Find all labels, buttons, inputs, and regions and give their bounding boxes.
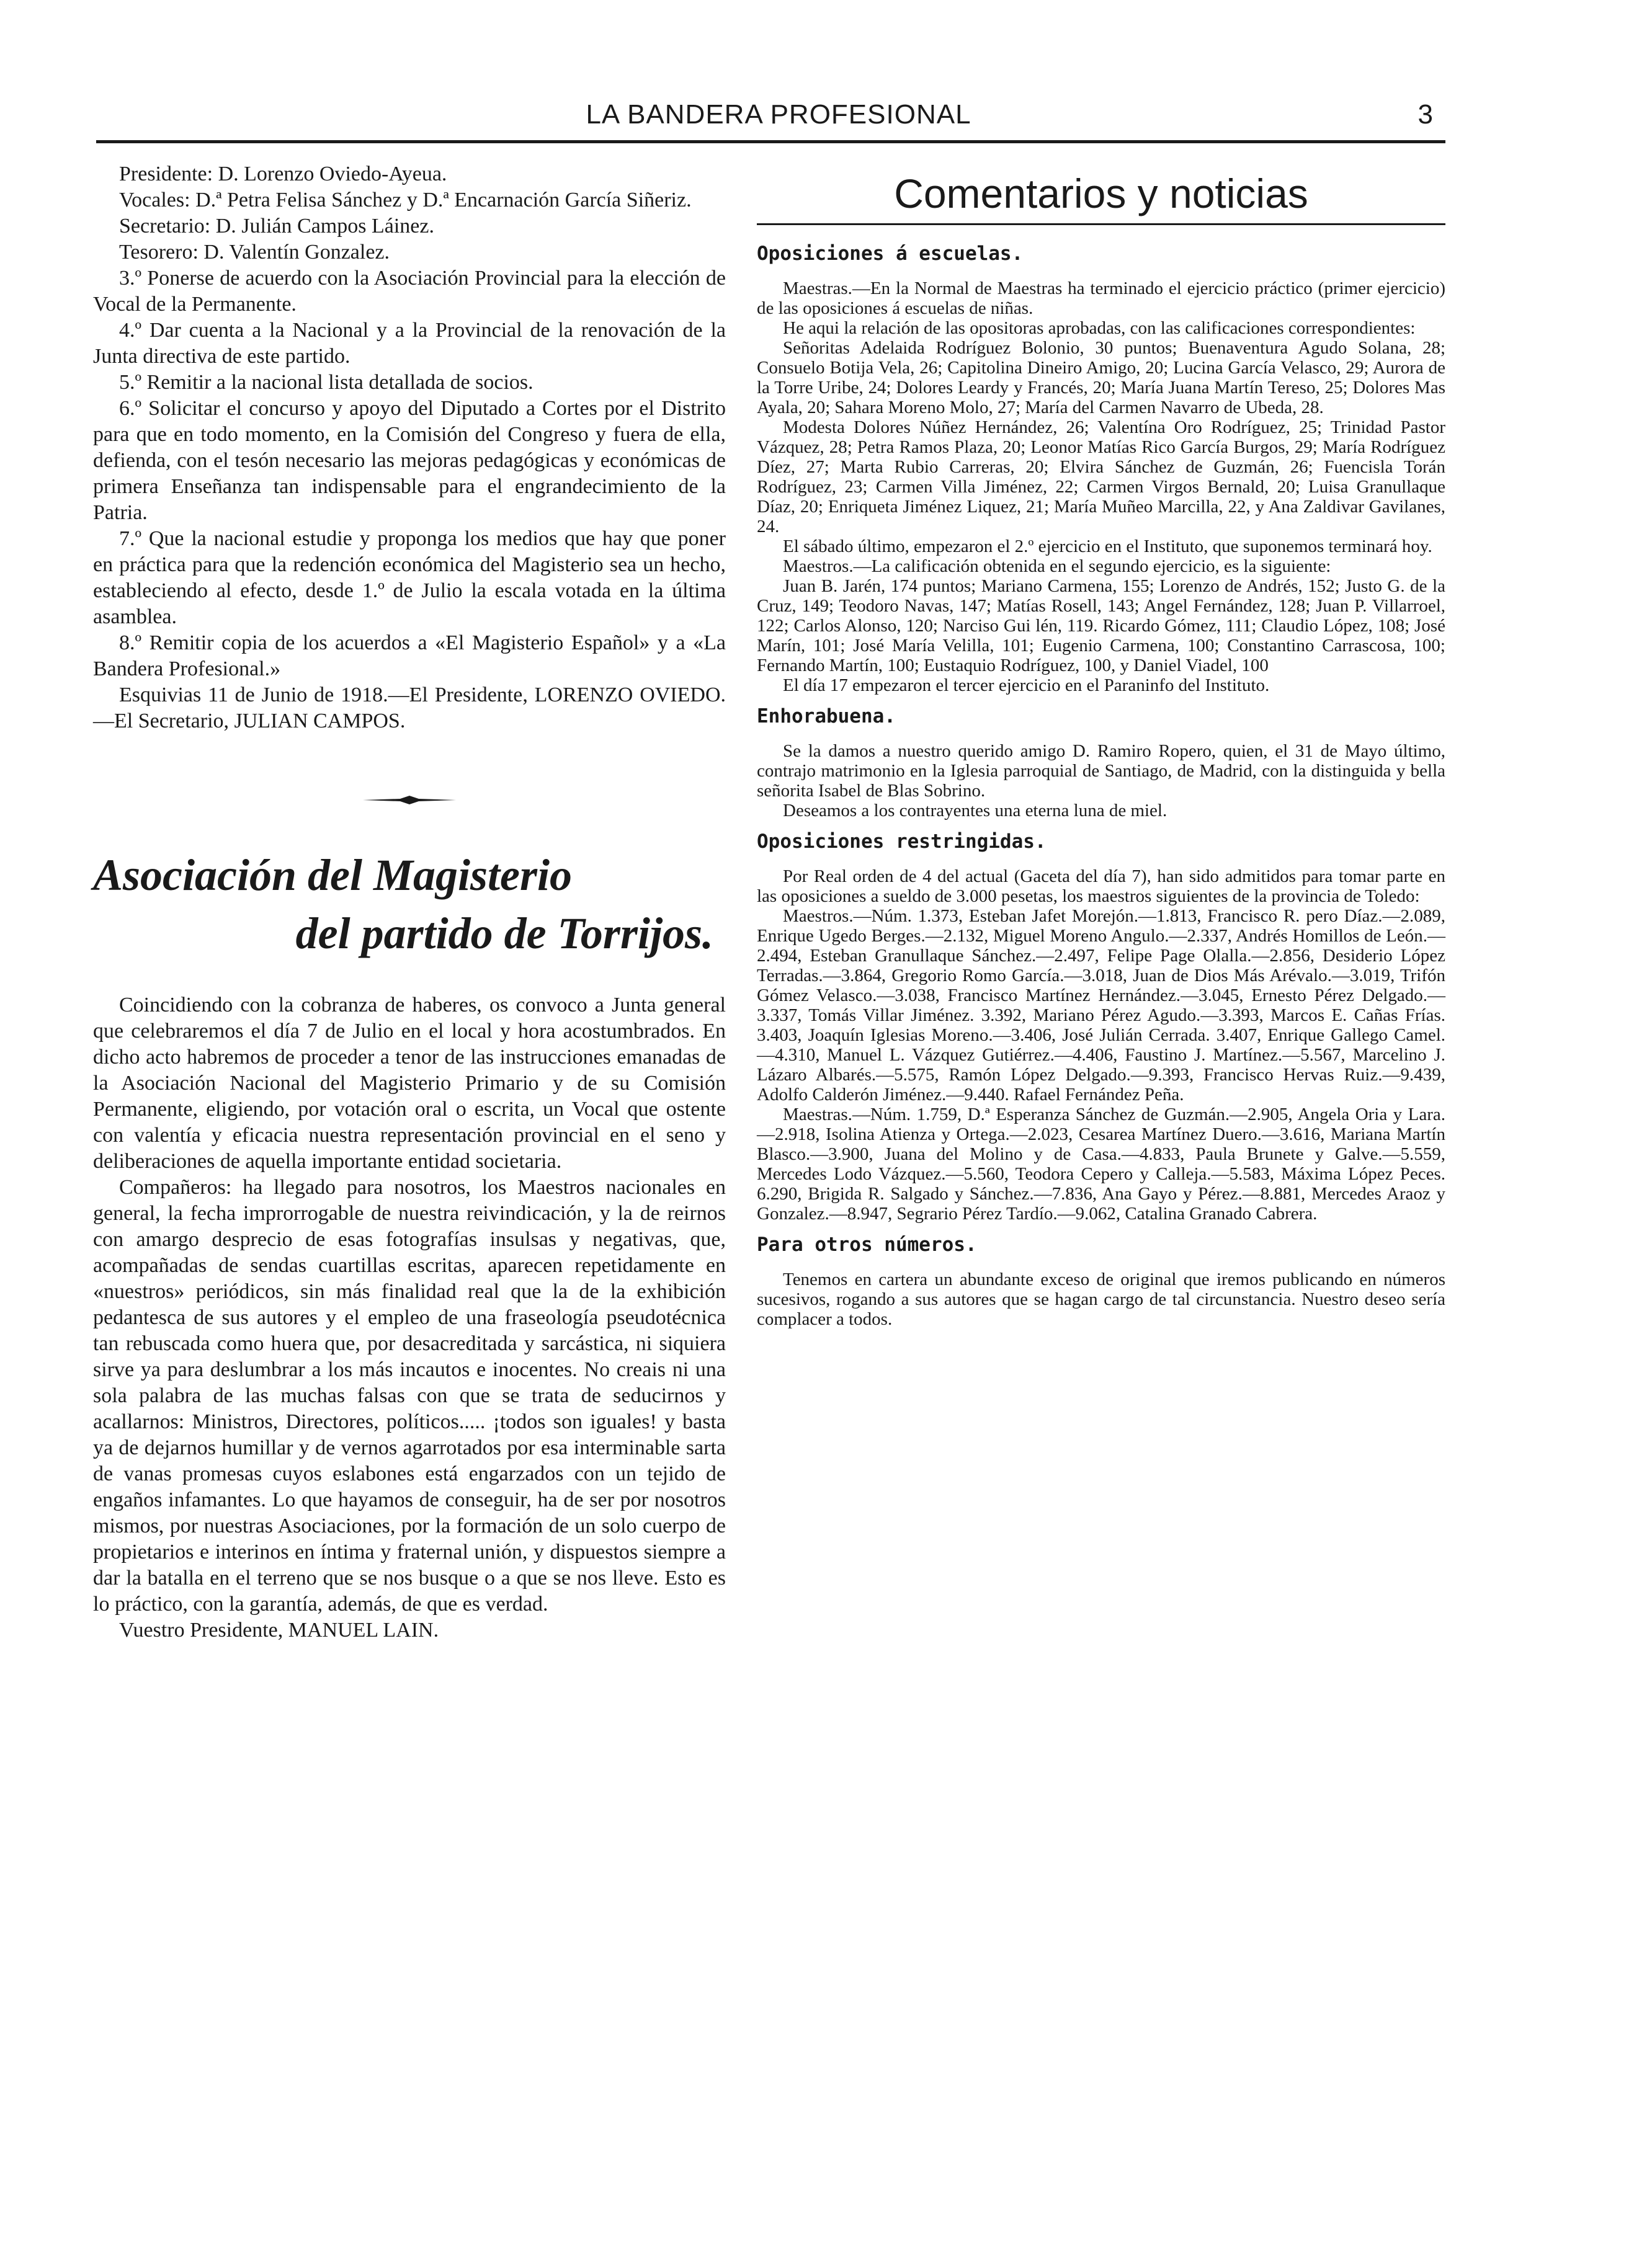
news-paragraph: Maestras.—En la Normal de Maestras ha terminado el ejercicio práctico (primer ejercicio) de las oposiciones á escuelas de niñas. (757, 278, 1445, 318)
article-title-line1: Asociación del Magisterio (93, 850, 572, 900)
ornament-divider-icon (363, 794, 456, 806)
news-paragraph: El día 17 empezaron el tercer ejercicio en el Paraninfo del Instituto. (783, 675, 1270, 695)
agreement-point: 8.º Remitir copia de los acuerdos a «El Magisterio Español» y a «La Bandera Profesional.» (93, 631, 726, 680)
agreement-point: 4.º Dar cuenta a la Nacional y a la Provincial de la renovación de la Junta directiva de este partido. (93, 319, 726, 368)
news-paragraph: Deseamos a los contrayentes una eterna luna de miel. (783, 801, 1167, 820)
news-paragraph: Por Real orden de 4 del actual (Gaceta del día 7), han sido admitidos para tomar parte en las oposiciones a sueldo de 3.000 pesetas, los maestros siguientes de la provincia de Toledo: (757, 866, 1445, 906)
board-treasurer: Tesorero: D. Valentín Gonzalez. (119, 241, 390, 264)
news-paragraph: Maestras.—Núm. 1.759, D.ª Esperanza Sánchez de Guzmán.—2.905, Angela Oria y Lara.—2.918, Isolina Atienza y Ortega.—2.023, Cesarea Martínez Duero.—3.616, Mariana Martín Blasco.—3.900, Juana del Molino y de Casa.—4.833, Paula Brunete y Galve.—5.559, Mercedes Lodo Vázquez.—5.560, Teodora Cepero y Calleja.—5.583, Máxima López Peces. 6.290, Brigida R. Salgado y Sánchez.—7.836, Ana Gayo y Pérez.—8.881, Mercedes Araoz y Gonzalez.—8.947, Segrario Pérez Tardío.—9.062, Catalina Granado Cabrera. (757, 1105, 1445, 1224)
agreement-point: 3.º Ponerse de acuerdo con la Asociación Provincial para la elección de Vocal de la Permanente. (93, 267, 726, 316)
news-paragraph: Juan B. Jarén, 174 puntos; Mariano Carmena, 155; Lorenzo de Andrés, 152; Justo G. de la Cruz, 149; Teodoro Navas, 147; Matías Rosell, 143; Angel Fernández, 128; Juan P. Villarroel, 122; Carlos Alonso, 120; Narciso Gui lén, 119. Ricardo Gómez, 111; Claudio López, 108; José Marín, 101; José María Velilla, 101; Eugenio Carmena, 100; Constantino Carrascosa, 100; Fernando Martín, 100; Eustaquio Rodríguez, 100, y Daniel Viadel, 100 (757, 576, 1445, 675)
subhead-oposiciones-restringidas: Oposiciones restringidas. (757, 830, 1047, 853)
section-rule (757, 223, 1445, 225)
article-paragraph: Coincidiendo con la cobranza de haberes, os convoco a Junta general que celebraremos el día 7 de Julio en el local y hora acostumbrados. En dicho acto habremos de proceder a tenor de las instrucciones emanadas de la Asociación Nacional del Magisterio Primario y de su Comisión Permanente, eligiendo, por votación oral o escrita, un Vocal que ostente con valentía y eficacia nuestra representación provincial en el seno y deliberaciones de aquella importante entidad societaria. (93, 994, 726, 1173)
news-paragraph: El sábado último, empezaron el 2.º ejercicio en el Instituto, que suponemos terminará hoy. (783, 536, 1432, 556)
page-header (124, 99, 1433, 143)
subhead-enhorabuena: Enhorabuena. (757, 705, 896, 727)
section-title: Comentarios y noticias (894, 171, 1308, 216)
agreement-point: 6.º Solicitar el concurso y apoyo del Diputado a Cortes por el Distrito para que en todo momento, en la Comisión del Congreso y fuera de ella, defienda, con el tesón necesario las mejoras pedagógicas y económicas de primera Enseñanza tan indispensable para el engrandecimiento de la Patria. (93, 397, 726, 524)
news-paragraph: Señoritas Adelaida Rodríguez Bolonio, 30 puntos; Buenaventura Agudo Solana, 28; Consuelo Botija Vela, 26; Capitolina Dineiro Amigo, 20; Lucina García Velasco, 29; Aurora de la Torre Uribe, 24; Dolores Leardy y Francés, 20; María Juana Martín Tereso, 25; Dolores Mas Ayala, 20; Sahara Moreno Molo, 27; María del Carmen Navarro de Ubeda, 28. (757, 338, 1445, 417)
agreement-point: 7.º Que la nacional estudie y proponga los medios que hay que poner en práctica para que la redención económica del Magisterio sea un hecho, estableciendo al efecto, desde 1.º de Julio la escala votada en la última asamblea. (93, 527, 726, 628)
article-title-line2: del partido de Torrijos. (295, 909, 713, 958)
article-title (93, 846, 726, 963)
news-paragraph: Maestros.—Núm. 1.373, Esteban Jafet Morejón.—1.813, Francisco R. pero Díaz.—2.089, Enrique Ugedo Berges.—2.132, Miguel Moreno Angulo.—2.337, Andrés Homillos de León.—2.494, Esteban Granullaque Sánchez.—2.497, Felipe Page Olalla.—2.856, Desiderio López Terradas.—3.864, Gregorio Romo García.—3.018, Juan de Dios Más Arévalo.—3.019, Trifón Gómez Velasco.—3.038, Francisco Martínez Hernández.—3.045, Ernesto Pérez Delgado.—3.337, Tomás Villar Jiménez. 3.392, Mariano Pérez Agudo.—3.393, Marcos E. Cañas Frías. 3.403, Joaquín Iglesias Moreno.—3.406, José Julián Cerrada. 3.407, Enrique Gallego Camel.—4.310, Manuel L. Vázquez Gutiérrez.—4.406, Faustino J. Martínez.—5.567, Marcelino J. Lázaro Albarés.—5.575, Ramón López Delgado.—9.393, Francisco Hervas Ruiz.—9.439, Adolfo Calderón Jiménez.—9.440. Rafael Fernández Peña. (757, 906, 1445, 1105)
subhead-oposiciones-escuelas: Oposiciones á escuelas. (757, 242, 1024, 265)
page-number: 3 (1417, 99, 1433, 130)
news-paragraph: Modesta Dolores Núñez Hernández, 26; Valentína Oro Rodríguez, 25; Trinidad Pastor Vázquez, 28; Petra Ramos Plaza, 20; Leonor Matías Rico García Burgos, 29; María Rodríguez Díez, 27; Marta Rubio Carreras, 20; Elvira Sánchez de Guzmán, 26; Fuencisla Torán Rodríguez, 23; Carmen Villa Jiménez, 22; Carmen Virgos Bernald, 20; Luisa Granullaque Díaz, 20; Enriqueta Jiménez Liquez, 21; María Muñeo Marcilla, 22, y Ana Zaldivar Gavilanes, 24. (757, 417, 1445, 536)
subhead-otros-numeros: Para otros números. (757, 1234, 977, 1256)
left-column (93, 161, 726, 1643)
article-signature: Vuestro Presidente, MANUEL LAIN. (119, 1619, 439, 1642)
right-column (757, 167, 1445, 1329)
header-rule (96, 140, 1445, 143)
newspaper-title: LA BANDERA PROFESIONAL (586, 99, 971, 130)
agreement-point: 5.º Remitir a la nacional lista detallada de socios. (119, 371, 534, 394)
news-paragraph: Se la damos a nuestro querido amigo D. Ramiro Ropero, quien, el 31 de Mayo último, contrajo matrimonio en la Iglesia parroquial de Santiago, de Madrid, con la distinguida y bella señorita Isabel de Blas Sobrino. (757, 741, 1445, 801)
board-vocales: Vocales: D.ª Petra Felisa Sánchez y D.ª Encarnación García Siñeriz. (119, 189, 692, 211)
article-paragraph: Compañeros: ha llegado para nosotros, los Maestros nacionales en general, la fecha improrrogable de nuestra reivindicación, y la de reirnos con amargo desprecio de esas fotografías insulsas y negativas, que, acompañadas de sendas cuartillas escritas, aparecen repetidamente en «nuestros» periódicos, sin más finalidad real que la de la exhibición pedantesca de sus autores y el empleo de una fraseología pseudotécnica tan rebuscada como huera que, por desacreditada y sarcástica, ni siquiera sirve ya para deslumbrar a los más incautos e inocentes. No creais ni una sola palabra de las muchas falsas con que se trata de seducirnos y acallarnos: Ministros, Directores, políticos..... ¡todos son iguales! y basta ya de dejarnos humillar y de vernos agarrotados por esa interminable sarta de vanas promesas cuyos eslabones está engarzados con un tejido de engaños infamantes. Lo que hayamos de conseguir, ha de ser por nosotros mismos, por nuestras Asociaciones, por la formación de un solo cuerpo de propietarios e interinos en íntima y fraternal unión, y dispuestos siempre a dar la batalla en el terreno que se nos busque o a que se nos lleve. Esto es lo práctico, con la garantía, además, de que es verdad. (93, 1176, 726, 1616)
board-president: Presidente: D. Lorenzo Oviedo-Ayeuа. (119, 162, 447, 185)
news-paragraph: Tenemos en cartera un abundante exceso de original que iremos publicando en números sucesivos, rogando a sus autores que se hagan cargo de tal circunstancia. Nuestro deseo sería complacer a todos. (757, 1270, 1445, 1329)
news-paragraph: Maestros.—La calificación obtenida en el segundo ejercicio, es la siguiente: (783, 556, 1331, 576)
news-paragraph: He aqui la relación de las opositoras aprobadas, con las calificaciones correspondientes: (783, 318, 1416, 338)
date-signature-line: Esquivias 11 de Junio de 1918.—El Presidente, LORENZO OVIEDO.—El Secretario, JULIAN CAMPOS. (93, 683, 726, 732)
board-secretary: Secretario: D. Julián Campos Láinez. (119, 215, 434, 238)
